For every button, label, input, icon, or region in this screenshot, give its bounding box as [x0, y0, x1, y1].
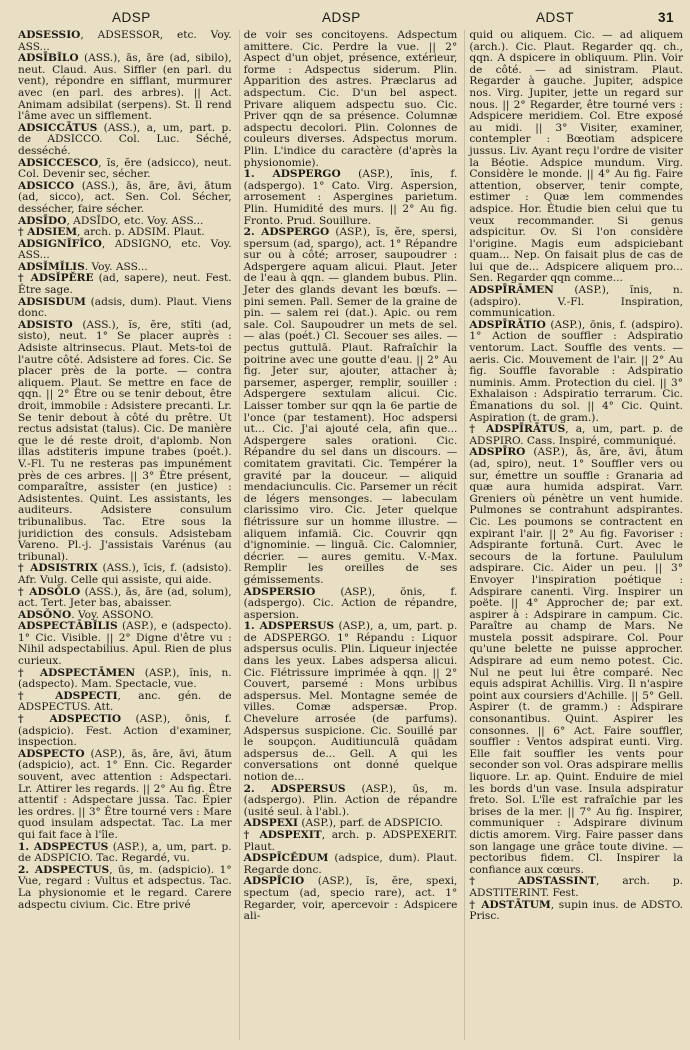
dictionary-entry: 2. ADSPECTUS, ūs, m. (adspicio). 1° Vue, regard : Vultus et adspectus. Tac. La physionomie et le regard. Carere adspectu civium. Cic. Etre privé [18, 863, 232, 911]
headword: ADSPĪCĔDUM [243, 852, 329, 865]
headword: ADSĬMĬLIS [18, 260, 85, 273]
headword: ADSPĪRĀMEN [469, 284, 554, 297]
headword: † ADSPEXIT [243, 828, 322, 841]
headword: 2. ADSPERSUS [243, 782, 346, 795]
headword: † ADSPECTĀMEN [18, 666, 136, 679]
dictionary-entry: ADSPECTĀBĬLIS (ASP.), e (adspecto). 1° Cic. Visible. || 2° Digne d'être vu : Nihil adspectabilius. Apul. Rien de plus curieux. [18, 620, 232, 668]
dictionary-entry: ADSPĬCIO (ASP.), ĭs, ĕre, spexi, spectum (ad, specio rare), act. 1° Regarder, voir, apercevoir : Adspicere ali- [243, 875, 458, 923]
dictionary-entry: ADSISDUM (adsis, dum). Plaut. Viens donc. [18, 295, 232, 320]
headword: 1. ADSPERSUS [243, 620, 335, 633]
headword: 2. ADSPERGO [243, 226, 330, 239]
headword: ADSICCĀTUS [18, 121, 98, 134]
headword: ADSICCO [18, 179, 75, 192]
headword: † ADSIEM [18, 226, 78, 239]
dictionary-entry: ADSICCO (ASS.), ās, āre, āvi, ātum (ad, sicco), act. Sen. Col. Sécher, dessécher, faire sécher. [18, 179, 232, 215]
dictionary-entry: † ADSTĀTUM, supin inus. de ADSTO. Prisc. [469, 898, 684, 923]
headword: † ADSŎLO [18, 585, 81, 598]
dictionary-entry: 2. ADSPERGO (ASP.), ĭs, ĕre, spersi, spersum (ad, spargo), act. 1° Répandre sur ou à côté; arroser, saupoudrer : Adspergere aquam alicui. Plaut. Jeter de l'eau à qqn. — glandem bubus. Plin. Jeter des glands devant les bœufs. — pini semen. Pall. Semer de la graine de pin. — salem rei (dat.). Apic. ou rem sale. Col. Saupoudrer un mets de sel. — alas (poét.) Cl. Secouer ses ailes. — pectus guttulā. Plaut. Rafraîchir la poitrine avec une goutte d'eau. || 2° Au fig. Jeter sur, ajouter, attacher à; parsemer, asperger, remplir, souiller : Adspergere sextulam alicui. Cic. Laisser tomber sur qqn la 6e partie de l'once (par testament). Hoc adspersi ut... Cic. J'ai ajouté cela, afin que... Adspergere sales orationi. Cic. Répandre du sel dans un discours. — comitatem gravitati. Cic. Tempérer la gravité par la douceur. — aliquid mendaciunculis. Cic. Parsemer un récit de légers mensonges. — labeculam clarissimo viro. Cic. Jeter quelque flétrissure sur un homme illustre. — aliquem infamiā. Cic. Couvrir qqn d'ignominie. — linguā. Cic. Calomnier, décrier. — aures gemitu. V.-Max. Remplir les oreilles de ses gémissements. [243, 226, 458, 586]
dictionary-entry: † ADSIEM, arch. p. ADSIM. Plaut. [18, 226, 205, 239]
dictionary-entry: † ADSPECTĀMEN (ASP.), ĭnis, n. (adspecto). Mam. Spectacle, vue. [18, 666, 232, 691]
headword: † ADSĬPĔRE [18, 272, 94, 285]
dictionary-entry: ADSIGNĬFĬCO, ADSIGNO, etc. Voy. ASS... [18, 237, 232, 262]
headword: † ADSPECTIO [18, 713, 122, 726]
dictionary-entry: ADSPĪRĀTIO (ASP.), ōnis, f. (adspiro). 1° Action de souffler : Adspiratio ventorum. Lact. Souffle des vents. — aeris. Cic. Mouvement de l'air. || 2° Au fig. Souffle favorable : Adspiratio numinis. Amm. Protection du ciel. || 3° Exhalaison : Adspiratio terrarum. Cic. Émanations du sol. || 4° Cic. Quint. Aspiration (t. de gram.). [469, 318, 684, 424]
headword: ADSĪBĬLO [18, 52, 79, 65]
dictionary-entry: ADSPĪRO (ASP.), ās, āre, āvi, ātum (ad, spiro), neut. 1° Souffler vers ou sur, émettre un souffle : Granaria ad quæ aura humida adspirat. Varr. Greniers où pénètre un vent humide. Pulmones se contrahunt adspirantes. Cic. Les poumons se contractent en expirant l'air. || 2° Au fig. Favoriser : Adspirante fortunā. Curt. Avec le secours de la fortune. Paululum adspirare. Cic. Aider un peu. || 3° Envoyer l'inspiration poétique : Adspirare canenti. Virg. Inspirer un poëte. || 4° Approcher de; par ext. aspirer à : Adspirare in campum. Cic. Paraître au champ de Mars. Ne mustela possit adspirare. Col. Pour qu'une belette ne puisse approcher. Adspirare ad eum nemo potest. Cic. Nul ne peut lui être comparé. Nec equis adspirat Achillis. Virg. Il n'aspire point aux coursiers d'Achille. || 5° Gell. Aspirer (t. de gramm.) : Adspirare consonantibus. Quint. Aspirer les consonnes. || 6° Act. Faire souffler, souffler : Ventos adspirat eunti. Virg. Elle fait souffler les vents pour seconder son vol. Oras adspirare mellis liquore. Lr. ap. Quint. Enduire de miel les bords d'un vase. Insula adspiratur freto. Sol. L'île est rafraîchie par les brises de la mer. || 7° Au fig. Inspirer, communiquer : Adspirare divinum dictis amorem. Virg. Faire passer dans son langage une grâce toute divine. — pectoribus fidem. Cl. Inspirer la confiance aux cœurs. [469, 446, 684, 876]
headword: ADSESSIO [18, 30, 81, 41]
dictionary-entry: 2. ADSPERSUS (ASP.), ūs, m. (adspergo). Plin. Action de répandre (usité seul. à l'abl.). [243, 782, 458, 818]
text-columns [18, 30, 683, 1040]
headword: ADSPECTĀBĬLIS [18, 620, 118, 633]
headword: ADSPĪRO [469, 446, 526, 459]
dictionary-entry: † ADSISTRIX (ASS.), īcis, f. (adsisto). Afr. Vulg. Celle qui assiste, qui aide. [18, 562, 232, 586]
headword: ADSŎNO [18, 608, 72, 621]
column-right [464, 30, 683, 1040]
dictionary-entry: ADSĪDO, ADSĪDO, etc. Voy. ASS... [18, 214, 204, 227]
dictionary-entry: † ADSŎLO (ASS.), ās, āre (ad, solum), act. Tert. Jeter bas, abaisser. [18, 585, 232, 610]
dictionary-entry: ADSICCĀTUS (ASS.), a, um, part. p. de ADSICCO. Col. Luc. Séché, desséché. [18, 121, 232, 157]
headword: ADSICCESCO [18, 156, 99, 169]
headword: ADSĪDO [18, 214, 67, 227]
dictionary-entry: ADSPĪCĔDUM (adspice, dum). Plaut. Regarde donc. [243, 852, 458, 876]
headword: 1. ADSPECTUS [18, 840, 109, 853]
dictionary-entry: ADSPERSIO (ASP.), ōnis, f. (adspergo). Cic. Action de répandre, aspersion. [243, 585, 458, 621]
dictionary-entry: ADSISTO (ASS.), ĭs, ĕre, stĭti (ad, sisto), neut. 1° Se placer auprès : Adsiste altrinsecus. Plaut. Mets-toi de l'autre côté. Adsistere ad fores. Cic. Se placer près de la porte. — contra aliquem. Plaut. Se mettre en face de qqn. || 2° Être ou se tenir debout, être droit, immobile : Adsistere precanti. Lr. Se tenir debout à côté du prêtre. Ut rectus adsistat (talus). Cic. De manière que le dé reste droit, d'aplomb. Non illas adstiteris impune trabes (poét.). V.-Fl. Tu ne resteras pas impunément près de ces arbres. || 3° Être présent, comparaître, assister (en justice) : Adsistentes. Quint. Les assistants, les auditeurs. Adsistere consulum tribunalibus. Tac. Etre sous la juridiction des consuls. Adsistebam Vareno. Pl.-j. J'assistais Varénus (au tribunal). [18, 318, 232, 563]
page-number: 31 [658, 10, 675, 25]
dictionary-entry: ADSĬMĬLIS. Voy. ASS... [18, 260, 148, 273]
dictionary-entry: † ADSTASSINT, arch. p. ADSTITERINT. Fest. [469, 875, 684, 899]
dictionary-entry: † ADSĬPĔRE (ad, sapere), neut. Fest. Être sage. [18, 272, 232, 297]
headword: 1. ADSPERGO [243, 168, 341, 181]
running-head-right: ADST [536, 10, 575, 25]
dictionary-entry: ADSESSIO, ADSESSOR, etc. Voy. ASS... [18, 30, 232, 53]
dictionary-entry: de voir ses concitoyens. Adspectum amittere. Cic. Perdre la vue. || 2° Aspect d'un objet, présence, extérieur, forme : Adspectus siderum. Plin. Apparition des astres. Præclarus ad adspectum. Cic. D'un bel aspect. Privare aliquem adspectu suo. Cic. Priver qqn de sa présence. Columnæ adspectu decolori. Plin. Colonnes de couleurs diverses. Adspectus morum. Plin. L'indice du caractère (d'après la physionomie). [243, 30, 458, 169]
column-left [18, 30, 232, 1040]
dictionary-entry: ADSPECTO (ASP.), ās, āre, āvi, ātum (adspicio), act. 1° Enn. Cic. Regarder souvent, avec attention : Adspectari. Lr. Attirer les regards. || 2° Au fig. Être attentif : Adspectare jussa. Tac. Épier les ordres. || 3° Être tourné vers : Mare quod insulam adspectat. Tac. La mer qui fait face à l'île. [18, 747, 232, 841]
headword: † ADSTĀTUM [469, 898, 551, 911]
headword: ADSISTO [18, 318, 73, 331]
headword: † ADSTASSINT [469, 875, 596, 888]
headword: 2. ADSPECTUS [18, 863, 110, 876]
dictionary-entry: ADSPĪRĀMEN (ASP.), ĭnis, n. (adspiro). V.-Fl. Inspiration, communication. [469, 284, 684, 320]
dictionary-entry: ADSŎNO. Voy. ASSONO. [18, 608, 154, 621]
headword: † ADSISTRIX [18, 562, 98, 575]
headword: ADSPĬCIO [243, 875, 305, 888]
page-header [0, 10, 690, 32]
column-middle [239, 30, 458, 1040]
headword: ADSPĪRĀTIO [469, 318, 546, 331]
headword: † ADSPĪRĀTUS [469, 423, 566, 436]
headword: ADSPERSIO [243, 585, 316, 598]
dictionary-entry: 1. ADSPERGO (ASP.), ĭnis, f. (adspergo). 1° Cato. Virg. Aspersion, arrosement : Aspergines parietum. Plin. Humidité des murs. || 2° Au fig. Fronto. Prud. Souillure. [243, 168, 458, 227]
dictionary-entry: † ADSPECTIO (ASP.), ōnis, f. (adspicio). Fest. Action d'examiner, inspection. [18, 713, 232, 749]
dictionary-entry: † ADSPĪRĀTUS, a, um, part. p. de ADSPIRO. Cass. Inspiré, communiqué. [469, 423, 683, 447]
dictionary-entry: ADSĪBĬLO (ASS.), ās, āre (ad, sibilo), neut. Claud. Aus. Siffler (en parl. du vent), répondre en sifflant, murmurer avec (en parl. des arbres). || Act. Animam adsibilat (serpens). St. Il rend l'âme avec un sifflement. [18, 52, 232, 123]
running-head-left: ADSP [112, 10, 151, 25]
headword: ADSIGNĬFĬCO [18, 237, 102, 250]
running-head-center: ADSP [322, 10, 361, 25]
dictionary-entry: ADSICCESCO, ĭs, ĕre (adsicco), neut. Col. Devenir sec, sécher. [18, 156, 232, 181]
headword: ADSISDUM [18, 295, 86, 308]
headword: ADSPEXI [243, 817, 298, 830]
dictionary-entry: † ADSPECTI, anc. gén. de ADSPECTUS. Att. [18, 689, 232, 714]
headword: ADSPECTO [18, 747, 85, 760]
dictionary-entry: † ADSPEXIT, arch. p. ADSPEXERIT. Plaut. [243, 828, 458, 853]
headword: † ADSPECTI [18, 689, 118, 702]
dictionary-entry: 1. ADSPERSUS (ASP.), a, um, part. p. de ADSPERGO. 1° Répandu : Liquor adspersus oculis. Plin. Liqueur injectée dans les yeux. Labes adspersa alicui. Cic. Flétrissure imprimée à qqn. || 2° Couvert, parsemé : Mons urbibus adspersus. Mel. Montagne semée de villes. Comæ adspersæ. Prop. Chevelure arrosée (de parfums). Adspersus suspicione. Cic. Souillé par le soupçon. Auditiunculā quādam adspersus de... Gell. A qui les conversations ont donné quelque notion de... [243, 620, 458, 783]
dictionary-entry: 1. ADSPECTUS (ASP.), a, um, part. p. de ADSPICIO. Tac. Regardé, vu. [18, 840, 232, 865]
dictionary-entry: quid ou aliquem. Cic. — ad aliquem (arch.). Cic. Plaut. Regarder qq. ch., qqn. A dspicere in obliquum. Plin. Voir de côté. — ad sinistram. Plaut. Regarder à gauche. Jupiter, adspice nos. Virg. Jupiter, jette un regard sur nous. || 2° Regarder, être tourné vers : Adspicere meridiem. Col. Etre exposé au midi. || 3° Visiter, examiner, contempler : Bœotiam adspicere jussus. Liv. Ayant reçu l'ordre de visiter la Béotie. Adspice mundum. Virg. Considère le monde. || 4° Au fig. Faire attention, observer, tenir compte, estimer : Quæ lem commendes adspice. Hor. Étudie bien celui que tu veux recommander. Si genus adspicitur. Ov. Si l'on considère l'origine. Magis eum adspiciebant quam... Nep. On faisait plus de cas de lui que de... Adspicere aliquem pro... Sen. Regarder qqn comme... [469, 30, 684, 285]
dictionary-entry: ADSPEXI (ASP.), parf. de ADSPICIO. [243, 817, 443, 830]
